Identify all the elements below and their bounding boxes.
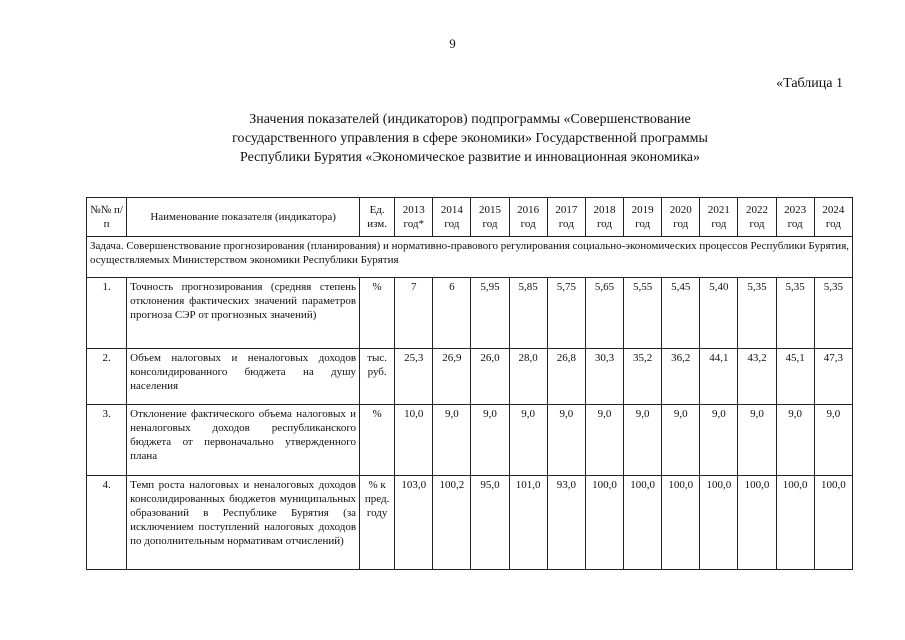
task-description: Задача. Совершенствование прогнозирования (планирования) и нормативно-правового регулирования социально-экономических процессов Республики Бурятия, осуществляемых Министерством экономики Республики Бурятия — [87, 237, 853, 278]
page-number: 9 — [449, 36, 456, 51]
value-cell: 9,0 — [547, 405, 585, 476]
table-reference: «Таблица 1 — [776, 76, 843, 91]
value-cell: 95,0 — [471, 476, 509, 570]
header-year: 2023 год — [776, 198, 814, 237]
value-cell: 7 — [395, 278, 433, 349]
header-row — [87, 198, 853, 237]
indicators-table — [86, 197, 853, 570]
header-name: Наименование показателя (индикатора) — [127, 198, 360, 237]
value-cell: 26,0 — [471, 349, 509, 405]
value-cell: 5,95 — [471, 278, 509, 349]
indicator-unit: % — [360, 405, 395, 476]
value-cell: 100,0 — [814, 476, 852, 570]
value-cell: 28,0 — [509, 349, 547, 405]
value-cell: 5,55 — [624, 278, 662, 349]
value-cell: 5,40 — [700, 278, 738, 349]
value-cell: 100,0 — [585, 476, 623, 570]
header-year: 2021 год — [700, 198, 738, 237]
indicator-name: Точность прогнозирования (средняя степень отклонения фактических значений параметров прогноза СЭР от прогнозных значений) — [127, 278, 360, 349]
value-cell: 44,1 — [700, 349, 738, 405]
title-line-2: государственного управления в сфере экономики» Государственной программы — [232, 131, 708, 146]
value-cell: 5,35 — [738, 278, 776, 349]
value-cell: 47,3 — [814, 349, 852, 405]
document-title — [150, 110, 790, 167]
indicator-name: Объем налоговых и неналоговых доходов консолидированного бюджета на душу населения — [127, 349, 360, 405]
value-cell: 9,0 — [471, 405, 509, 476]
value-cell: 43,2 — [738, 349, 776, 405]
header-year: 2024 год — [814, 198, 852, 237]
row-number: 2. — [87, 349, 127, 405]
indicator-unit: % к пред. году — [360, 476, 395, 570]
header-year: 2016 год — [509, 198, 547, 237]
table-row — [87, 405, 853, 476]
header-year: 2014 год — [433, 198, 471, 237]
value-cell: 93,0 — [547, 476, 585, 570]
header-year: 2019 год — [624, 198, 662, 237]
row-number: 1. — [87, 278, 127, 349]
header-year: 2020 год — [662, 198, 700, 237]
header-year: 2013 год* — [395, 198, 433, 237]
value-cell: 100,0 — [738, 476, 776, 570]
value-cell: 9,0 — [662, 405, 700, 476]
value-cell: 10,0 — [395, 405, 433, 476]
indicator-name: Темп роста налоговых и неналоговых доходов консолидированных бюджетов муниципальных образований в Республике Бурятия (за исключением поступлений налоговых доходов по дополнительным нормативам отчислений) — [127, 476, 360, 570]
header-year: 2022 год — [738, 198, 776, 237]
value-cell: 5,75 — [547, 278, 585, 349]
value-cell: 9,0 — [433, 405, 471, 476]
value-cell: 30,3 — [585, 349, 623, 405]
table-row — [87, 476, 853, 570]
indicator-name: Отклонение фактического объема налоговых и неналоговых доходов республиканского бюджета от первоначально утвержденного плана — [127, 405, 360, 476]
value-cell: 100,2 — [433, 476, 471, 570]
value-cell: 5,35 — [776, 278, 814, 349]
header-unit: Ед. изм. — [360, 198, 395, 237]
title-line-1: Значения показателей (индикаторов) подпрограммы «Совершенствование — [249, 112, 691, 127]
value-cell: 9,0 — [509, 405, 547, 476]
value-cell: 36,2 — [662, 349, 700, 405]
value-cell: 103,0 — [395, 476, 433, 570]
value-cell: 9,0 — [624, 405, 662, 476]
value-cell: 9,0 — [585, 405, 623, 476]
table-row — [87, 278, 853, 349]
task-row — [87, 237, 853, 278]
value-cell: 6 — [433, 278, 471, 349]
table-row — [87, 349, 853, 405]
indicator-unit: тыс. руб. — [360, 349, 395, 405]
indicator-unit: % — [360, 278, 395, 349]
value-cell: 101,0 — [509, 476, 547, 570]
value-cell: 5,45 — [662, 278, 700, 349]
header-year: 2017 год — [547, 198, 585, 237]
value-cell: 25,3 — [395, 349, 433, 405]
value-cell: 9,0 — [700, 405, 738, 476]
header-year: 2018 год — [585, 198, 623, 237]
value-cell: 26,8 — [547, 349, 585, 405]
header-year: 2015 год — [471, 198, 509, 237]
value-cell: 5,85 — [509, 278, 547, 349]
value-cell: 45,1 — [776, 349, 814, 405]
value-cell: 100,0 — [662, 476, 700, 570]
value-cell: 35,2 — [624, 349, 662, 405]
value-cell: 5,65 — [585, 278, 623, 349]
row-number: 4. — [87, 476, 127, 570]
title-line-3: Республики Бурятия «Экономическое развитие и инновационная экономика» — [240, 150, 700, 165]
value-cell: 100,0 — [624, 476, 662, 570]
value-cell: 9,0 — [776, 405, 814, 476]
value-cell: 100,0 — [776, 476, 814, 570]
value-cell: 9,0 — [814, 405, 852, 476]
row-number: 3. — [87, 405, 127, 476]
value-cell: 9,0 — [738, 405, 776, 476]
value-cell: 100,0 — [700, 476, 738, 570]
value-cell: 26,9 — [433, 349, 471, 405]
header-num: №№ п/п — [87, 198, 127, 237]
value-cell: 5,35 — [814, 278, 852, 349]
